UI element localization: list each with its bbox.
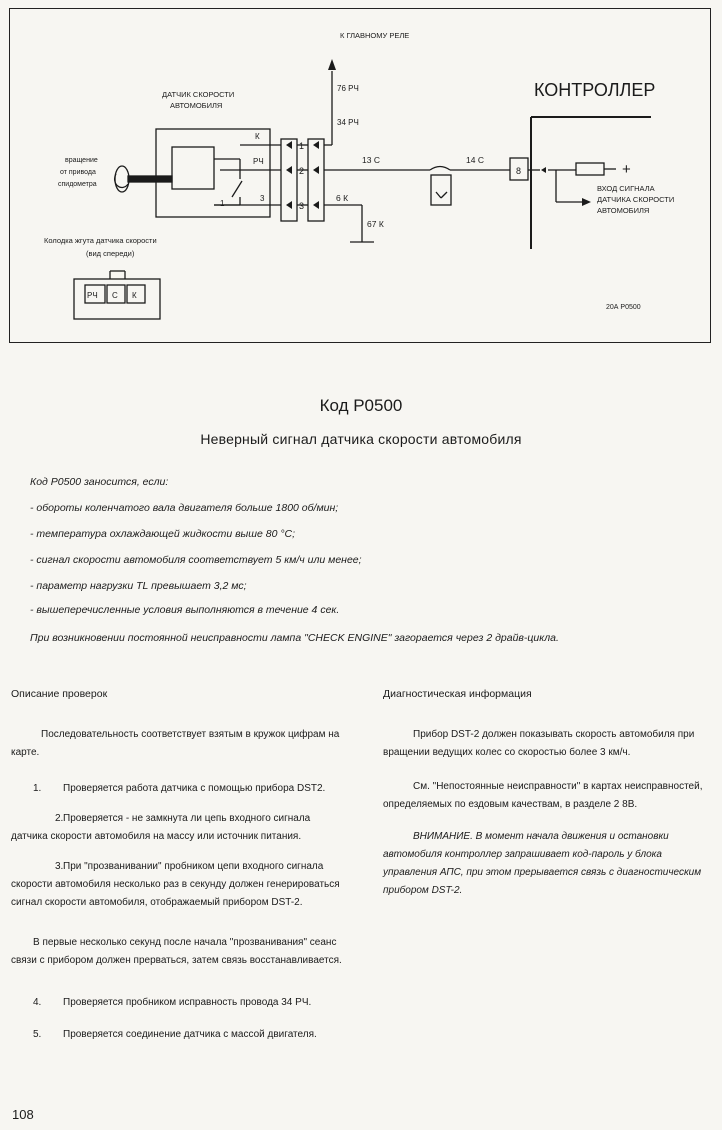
- sensor-element: [172, 147, 214, 189]
- pin-2-label: 2: [299, 166, 305, 176]
- step-text: При "прозванивании" пробником цепи входного сигнала скорости автомобиля несколько раз в секунду должен генерироваться сигнал скорости автомобиля, отображаемый прибором DST-2.: [11, 861, 340, 908]
- conditions-intro: Код Р0500 заносится, если:: [30, 476, 169, 488]
- step-number: 4.: [33, 997, 42, 1008]
- condition-load: - параметр нагрузки TL превышает 3,2 мс;: [30, 580, 247, 592]
- step-text: Проверяется соединение датчика с массой двигателя.: [63, 1029, 317, 1040]
- wiring-diagram-svg: [10, 9, 712, 344]
- pin-1-label: 1: [299, 141, 305, 151]
- wire-67k-label: 67 К: [367, 219, 384, 229]
- step-number: 1.: [33, 783, 42, 794]
- wiring-diagram: [9, 8, 711, 343]
- rotation-label-line1: вращение: [65, 157, 98, 164]
- wire-14c-label: 14 С: [466, 155, 484, 165]
- page-number: 108: [12, 1107, 34, 1122]
- plus-sign: +: [622, 161, 631, 178]
- condition-speed: - сигнал скорости автомобиля соответствует 5 км/ч или менее;: [30, 554, 362, 566]
- code-subtitle: Неверный сигнал датчика скорости автомобиля: [200, 431, 522, 447]
- harness-pin-rch: РЧ: [87, 291, 98, 300]
- controller-pin-label: 8: [516, 166, 522, 176]
- wire-13c-label: 13 С: [362, 155, 380, 165]
- rotation-label-line2: от привода: [60, 169, 96, 176]
- step-5: [33, 1026, 346, 1044]
- wire-34-label: 34 РЧ: [337, 118, 359, 127]
- condition-duration: - вышеперечисленные условия выполняются в течение 4 сек.: [30, 604, 340, 616]
- relay-label: К ГЛАВНОМУ РЕЛЕ: [340, 31, 410, 40]
- connector-left: [281, 139, 297, 221]
- harness-pin-c: С: [112, 291, 118, 300]
- rotation-label-line3: спидометра: [58, 181, 97, 188]
- step-text: Проверяется работа датчика с помощью прибора DST2.: [63, 783, 326, 794]
- right-column-heading: Диагностическая информация: [383, 688, 532, 700]
- step-text: В первые несколько секунд после начала "прозванивания" сеанс связи с прибором должен прерваться, затем связь восстанавливается.: [11, 937, 342, 966]
- step-1: [33, 780, 346, 798]
- step-3-continued: [11, 934, 346, 970]
- inline-connector: [431, 175, 451, 205]
- step-text: Проверяется пробником исправность провода 34 РЧ.: [63, 997, 312, 1008]
- wire-k-label: К: [255, 132, 260, 141]
- harness-pin-k: К: [132, 291, 137, 300]
- warning-note: ВНИМАНИЕ. В момент начала движения и остановки автомобиля контроллер запрашивает код-пароль у блока управления АПС, при этом прерывается связь с диагностическим прибором DST-2.: [383, 831, 702, 896]
- wire-76-label: 76 РЧ: [337, 84, 359, 93]
- signal-label-line2: ДАТЧИКА СКОРОСТИ: [597, 195, 675, 204]
- step-4: [33, 994, 346, 1012]
- step-number: 5.: [33, 1029, 42, 1040]
- harness-label-line2: (вид спереди): [86, 249, 135, 258]
- diagnostic-info-reference: См. "Непостоянные неисправности" в картах неисправностей, определяемых по ездовым качествам, в разделе 2 8В.: [383, 781, 703, 810]
- step-number: 2.: [55, 813, 64, 824]
- drive-shaft: [128, 176, 172, 182]
- wire-6k-label: 6 К: [336, 193, 349, 203]
- condition-rpm: - обороты коленчатого вала двигателя больше 1800 об/мин;: [30, 502, 339, 514]
- sensor-pin-3-label: 3: [260, 194, 265, 203]
- harness-label-line1: Колодка жгута датчика скорости: [44, 236, 157, 245]
- sensor-pin-1-label: 1: [220, 199, 225, 208]
- controller-label: КОНТРОЛЛЕР: [534, 80, 656, 100]
- left-intro: Последовательность соответствует взятым в кружок цифрам на карте.: [11, 729, 340, 758]
- condition-temperature: - температура охлаждающей жидкости выше 80 °С;: [30, 528, 296, 540]
- sensor-housing: [156, 129, 270, 217]
- signal-label-line3: АВТОМОБИЛЯ: [597, 206, 650, 215]
- connector-right: [308, 139, 324, 221]
- pin-3-label: 3: [299, 201, 305, 211]
- step-text: Проверяется - не замкнута ли цепь входного сигнала датчика скорости автомобиля на массу или источник питания.: [11, 813, 311, 842]
- step-number: 3.: [55, 861, 64, 872]
- left-column-heading: Описание проверок: [11, 688, 108, 700]
- figure-id: 20А Р0500: [606, 304, 641, 311]
- check-engine-note: При возникновении постоянной неисправности лампа "CHECK ENGINE" загорается через 2 драйв-цикла.: [30, 632, 559, 644]
- wire-rch-label: РЧ: [253, 157, 264, 166]
- code-title: Код Р0500: [319, 396, 403, 415]
- sensor-title-line2: АВТОМОБИЛЯ: [170, 101, 223, 110]
- step-2: [11, 810, 346, 846]
- step-3: [11, 858, 346, 912]
- pullup-resistor: [576, 163, 604, 175]
- signal-label-line1: ВХОД СИГНАЛА: [597, 184, 655, 193]
- sensor-title-line1: ДАТЧИК СКОРОСТИ: [162, 90, 235, 99]
- diagnostic-info-speed: Прибор DST-2 должен показывать скорость автомобиля при вращении ведущих колес со скоростью более 3 км/ч.: [383, 729, 695, 758]
